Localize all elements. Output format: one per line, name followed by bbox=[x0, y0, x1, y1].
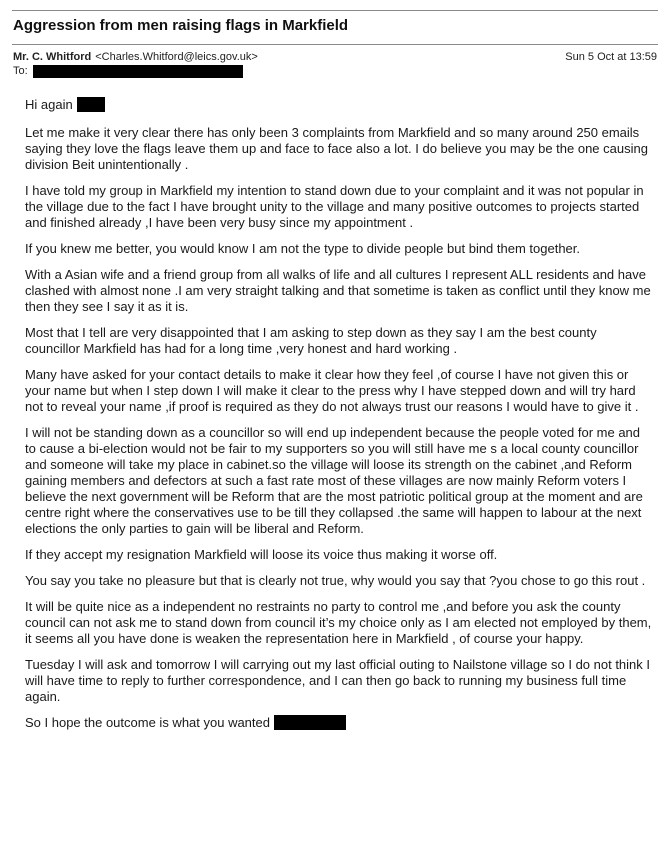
body-paragraph: You say you take no pleasure but that is clearly not true, why would you say that ?you chose to go this rout . bbox=[25, 573, 646, 588]
subject-divider bbox=[12, 44, 658, 45]
top-divider bbox=[12, 10, 658, 11]
sent-date: Sun 5 Oct at 13:59 bbox=[565, 51, 657, 63]
greeting-text: Hi again bbox=[25, 97, 73, 112]
body-paragraph: If you knew me better, you would know I am not the type to divide people but bind them together. bbox=[25, 241, 581, 256]
to-row bbox=[13, 64, 657, 78]
body-paragraph: If they accept my resignation Markfield will loose its voice thus making it worse off. bbox=[25, 547, 498, 562]
sender-name[interactable]: Mr. C. Whitford bbox=[13, 51, 92, 63]
body-paragraph: Tuesday I will ask and tomorrow I will carrying out my last official outing to Nailstone village so I do not think I will have time to reply to further correspondence, and I can then go back to running my business full time again. bbox=[25, 657, 651, 704]
redacted-recipient bbox=[33, 65, 243, 78]
body-paragraph: I have told my group in Markfield my intention to stand down due to your complaint and it was not popular in the village due to the fact I have brought unity to the village and many positive outcomes to projects started and finished already ,I have been very busy since my appointment . bbox=[25, 183, 644, 230]
closing-text: So I hope the outcome is what you wanted bbox=[25, 715, 270, 730]
body-paragraph: Let me make it very clear there has only been 3 complaints from Markfield and so many around 250 emails saying they love the flags leave them up and face to face also a lot. I do believe you may be the one causing division Beit unintentionally . bbox=[25, 125, 648, 172]
email-header bbox=[13, 50, 657, 78]
body-paragraph: It will be quite nice as a independent no restraints no party to control me ,and before you ask the county council can not ask me to stand down from council it’s my choice only as I am elected not employed by them, it seems all you have done is weaken the representation here in Markfield , of course your happy. bbox=[25, 599, 652, 646]
redacted-recipient-name bbox=[77, 97, 105, 112]
from-row bbox=[13, 50, 657, 64]
sender-email[interactable]: <Charles.Whitford@leics.gov.uk> bbox=[95, 51, 258, 63]
greeting-line bbox=[25, 97, 654, 113]
closing-line bbox=[25, 715, 654, 731]
body-paragraph: Most that I tell are very disappointed that I am asking to step down as they say I am the best county councillor Markfield has had for a long time ,very honest and hard working . bbox=[25, 325, 597, 356]
redacted-name bbox=[274, 715, 346, 730]
body-paragraph: Many have asked for your contact details to make it clear how they feel ,of course I have not given this or your name but when I step down I will make it clear to the press why I have stepped down and will try hard not to reveal your name ,if proof is required as they do not always trust our reasons I would have to give it . bbox=[25, 367, 639, 414]
email-body bbox=[25, 97, 654, 741]
email-subject: Aggression from men raising flags in Markfield bbox=[13, 17, 349, 34]
body-paragraph: I will not be standing down as a councillor so will end up independent because the people voted for me and to cause a bi-election would not be fair to my supporters so you will still have me s a local county councillor and someone will take my place in cabinet.so the village will loose its strength on the cabinet ,and Reform gaining members and defectors at such a fast rate most of these villages are now mainly Reform voters I believe the next government will be Reform that are the most patriotic political group at the moment and are centre right where the conservatives use to be till they collapsed .the same will happen to labour at the next elections the only parties to gain will be liberal and Reform. bbox=[25, 425, 643, 536]
body-paragraph: With a Asian wife and a friend group from all walks of life and all cultures I represent ALL residents and have clashed with almost none .I am very straight talking and that sometime is taken as conflict until they know me then they see I say it as it is. bbox=[25, 267, 651, 314]
to-label: To: bbox=[13, 65, 28, 77]
